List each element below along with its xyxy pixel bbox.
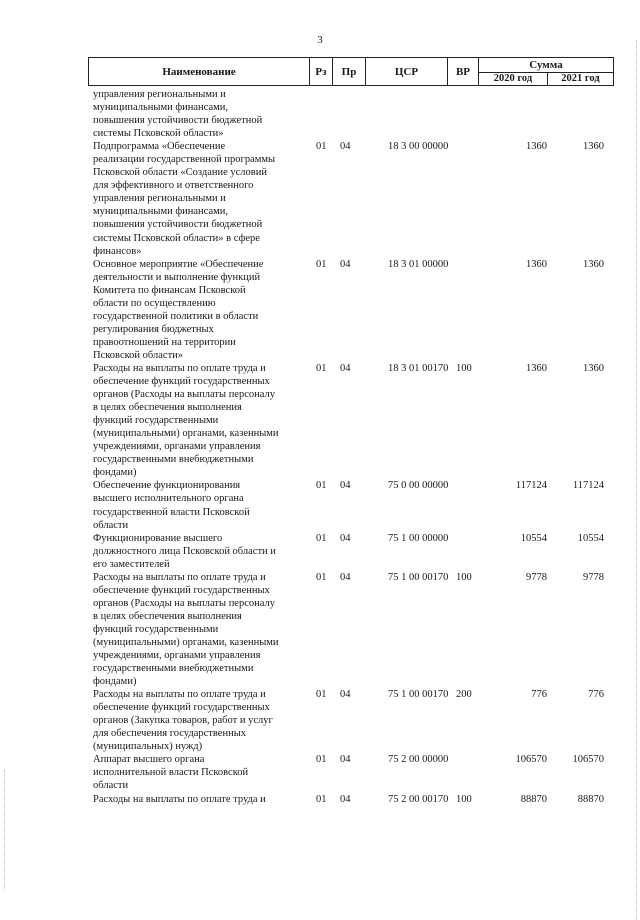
row-name	[88, 688, 304, 753]
row-csr: 18 3 01 00170	[388, 362, 449, 374]
row-name-line: его заместителей	[93, 558, 170, 570]
row-name-line: государственными внебюджетными	[93, 454, 254, 466]
row-sum-2021: 9778	[583, 571, 604, 583]
row-name-line: Расходы на выплаты по оплате труда и	[93, 362, 266, 374]
row-sum-2021: 10554	[577, 532, 604, 544]
row-sum-2021: 117124	[572, 480, 604, 492]
table-row	[88, 571, 618, 688]
row-name	[88, 140, 304, 257]
row-csr: 18 3 01 00000	[388, 258, 449, 270]
row-name-line: высшего исполнительного органа	[93, 493, 244, 505]
row-vr: 100	[456, 362, 472, 374]
table-row	[88, 88, 618, 140]
row-pr: 04	[340, 689, 351, 701]
row-sum-2021: 1360	[583, 362, 604, 374]
row-name	[88, 362, 304, 479]
row-rz: 01	[316, 793, 327, 805]
table-row	[88, 479, 618, 531]
row-name-line: функций государственными	[93, 415, 219, 427]
page-number: 3	[317, 34, 323, 46]
row-sum-2020: 10554	[520, 532, 547, 544]
row-name-line: Функционирование высшего	[93, 532, 223, 544]
header-rz: Рз	[310, 58, 333, 85]
row-name-line: Псковской области «Создание условий	[93, 167, 267, 179]
table-row	[88, 362, 618, 479]
row-name-line: фондами)	[93, 676, 137, 688]
row-name	[88, 793, 304, 806]
row-name-line: области	[93, 780, 129, 792]
row-name-line: Обеспечение функционирования	[93, 480, 241, 492]
row-name-line: Аппарат высшего органа	[93, 754, 205, 766]
row-name-line: Основное мероприятие «Обеспечение	[93, 258, 264, 270]
row-pr: 04	[340, 571, 351, 583]
row-rz: 01	[316, 754, 327, 766]
row-sum-2020: 1360	[526, 258, 547, 270]
row-name-line: регулирования бюджетных	[93, 323, 214, 335]
row-sum-2021: 88870	[577, 793, 604, 805]
row-name-line: управления региональными и	[93, 89, 226, 100]
row-sum-2021: 106570	[572, 754, 604, 766]
row-name-line: Расходы на выплаты по оплате труда и	[93, 793, 266, 805]
row-name-line: Расходы на выплаты по оплате труда и	[93, 571, 266, 583]
row-name-line: фондами)	[93, 467, 137, 479]
table-row	[88, 140, 618, 257]
header-pr: Пр	[333, 58, 366, 85]
header-vr: ВР	[448, 58, 479, 85]
row-csr: 75 1 00 00000	[388, 532, 449, 544]
row-rz: 01	[316, 480, 327, 492]
table-row	[88, 753, 618, 792]
row-pr: 04	[340, 362, 351, 374]
table-row	[88, 688, 618, 753]
row-name-line: (муниципальными) органами, казенными	[93, 636, 279, 648]
row-rz: 01	[316, 689, 327, 701]
row-sum-2020: 9778	[526, 571, 547, 583]
row-pr: 04	[340, 754, 351, 766]
row-name-line: реализации государственной программы	[93, 154, 276, 166]
row-sum-2020: 106570	[515, 754, 547, 766]
row-name-line: функций государственными	[93, 623, 219, 635]
row-name-line: учреждениями, органами управления	[93, 650, 261, 662]
row-name-line: в целях обеспечения выполнения	[93, 610, 242, 622]
row-name-line: (муниципальных) нужд)	[93, 741, 203, 753]
row-name-line: для эффективного и ответственного	[93, 180, 254, 192]
row-name-line: обеспечение функций государственных	[93, 376, 270, 388]
header-sum: Сумма	[479, 58, 613, 73]
row-name-line: учреждениями, органами управления	[93, 441, 261, 453]
row-name	[88, 753, 304, 792]
row-name-line: системы Псковской области» в сфере	[93, 232, 260, 244]
row-name-line: обеспечение функций государственных	[93, 584, 270, 596]
row-name-line: в целях обеспечения выполнения	[93, 402, 242, 414]
row-sum-2021: 776	[588, 689, 604, 701]
row-name-line: Расходы на выплаты по оплате труда и	[93, 689, 266, 701]
row-rz: 01	[316, 362, 327, 374]
row-sum-2021: 1360	[583, 258, 604, 270]
row-name-line: области	[93, 519, 129, 531]
row-csr: 75 2 00 00000	[388, 754, 449, 766]
row-rz: 01	[316, 258, 327, 270]
row-name-line: области по осуществлению	[93, 297, 216, 309]
table-body	[88, 88, 618, 806]
row-sum-2020: 776	[531, 689, 547, 701]
row-sum-2020: 1360	[526, 362, 547, 374]
row-name-line: (муниципальными) органами, казенными	[93, 428, 279, 440]
row-name-line: государственной политики в области	[93, 310, 259, 322]
header-year-2021: 2021 год	[561, 73, 600, 84]
row-name	[88, 571, 304, 688]
row-name-line: государственной власти Псковской	[93, 506, 250, 518]
row-name-line: Подпрограмма «Обеспечение	[93, 141, 226, 153]
table-row	[88, 258, 618, 362]
row-name-line: управления региональными и	[93, 193, 226, 205]
row-name-line: государственными внебюджетными	[93, 663, 254, 675]
row-pr: 04	[340, 793, 351, 805]
row-rz: 01	[316, 141, 327, 153]
row-name-line: для обеспечения государственных	[93, 728, 246, 740]
row-csr: 75 2 00 00170	[388, 793, 449, 805]
row-name-line: органов (Расходы на выплаты персоналу	[93, 389, 275, 401]
row-pr: 04	[340, 258, 351, 270]
row-sum-2020: 1360	[526, 141, 547, 153]
row-name	[88, 88, 304, 140]
row-csr: 18 3 00 00000	[388, 141, 449, 153]
row-name-line: исполнительной власти Псковской	[93, 767, 249, 779]
table-row	[88, 532, 618, 571]
row-vr: 100	[456, 571, 472, 583]
row-sum-2020: 117124	[515, 480, 547, 492]
row-name-line: муниципальными финансами,	[93, 206, 228, 218]
row-name-line: системы Псковской области»	[93, 128, 224, 140]
row-name	[88, 532, 304, 571]
row-pr: 04	[340, 480, 351, 492]
row-name-line: повышения устойчивости бюджетной	[93, 115, 263, 127]
row-name	[88, 479, 304, 531]
scan-edge-mark	[635, 40, 637, 920]
row-csr: 75 1 00 00170	[388, 571, 449, 583]
row-name-line: должностного лица Псковской области и	[93, 545, 276, 557]
row-vr: 100	[456, 793, 472, 805]
header-year-2020: 2020 год	[479, 72, 548, 85]
row-rz: 01	[316, 532, 327, 544]
row-name-line: повышения устойчивости бюджетной	[93, 219, 263, 231]
row-csr: 75 0 00 00000	[388, 480, 449, 492]
row-csr: 75 1 00 00170	[388, 689, 449, 701]
row-name-line: обеспечение функций государственных	[93, 702, 270, 714]
table-header	[88, 57, 614, 86]
row-rz: 01	[316, 571, 327, 583]
header-csr: ЦСР	[366, 58, 448, 85]
header-name: Наименование	[89, 58, 310, 85]
row-name-line: Комитета по финансам Псковской	[93, 284, 246, 296]
row-pr: 04	[340, 141, 351, 153]
row-name-line: финансов»	[93, 245, 142, 257]
scan-edge-mark-left	[4, 770, 6, 890]
table-row	[88, 793, 618, 806]
row-name-line: муниципальными финансами,	[93, 102, 228, 114]
row-sum-2020: 88870	[520, 793, 547, 805]
row-name-line: органов (Закупка товаров, работ и услуг	[93, 715, 273, 727]
row-vr: 200	[456, 689, 472, 701]
row-name-line: деятельности и выполнение функций	[93, 271, 261, 283]
row-name-line: правоотношений на территории	[93, 336, 236, 348]
row-name-line: органов (Расходы на выплаты персоналу	[93, 597, 275, 609]
row-pr: 04	[340, 532, 351, 544]
row-sum-2021: 1360	[583, 141, 604, 153]
row-name-line: Псковской области»	[93, 349, 184, 361]
row-name	[88, 258, 304, 362]
